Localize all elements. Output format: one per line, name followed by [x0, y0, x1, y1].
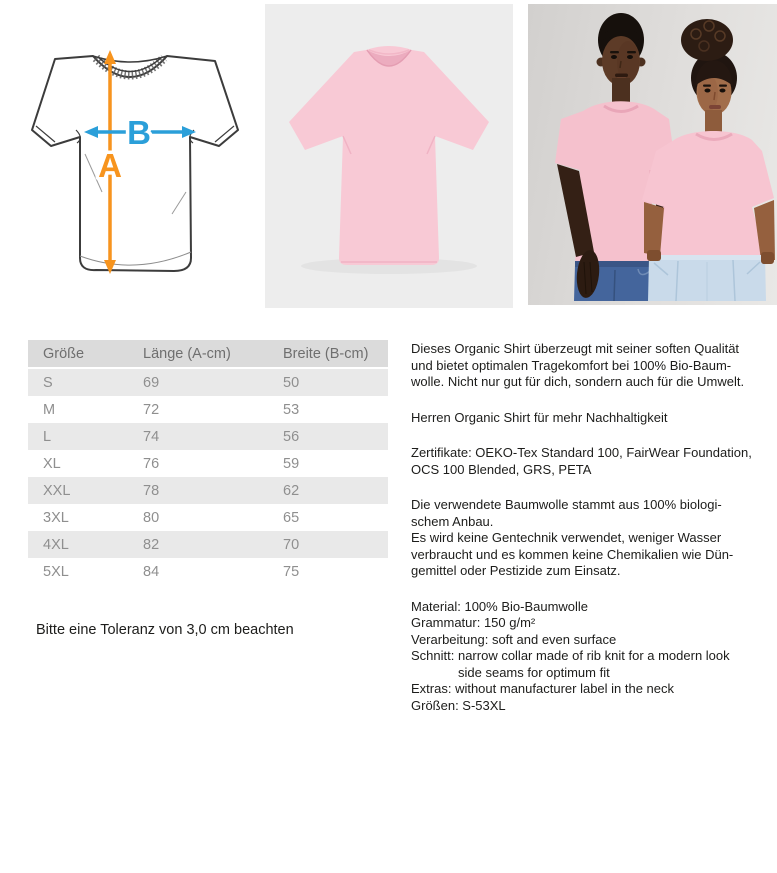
label-a: A [98, 147, 122, 184]
cell-length: 78 [143, 482, 160, 499]
table-row [28, 368, 388, 396]
cell-width: 50 [283, 374, 300, 391]
description-line: Größen: S-53XL [411, 697, 506, 713]
description-line: side seams for optimum fit [458, 664, 610, 680]
col-header-groesse: Größe [28, 340, 128, 368]
cell-length: 74 [143, 428, 160, 445]
description-line [411, 580, 777, 599]
product-photo-flat[interactable] [265, 4, 513, 308]
col-header-breite: Breite (B-cm) [268, 340, 388, 368]
table-row [28, 396, 388, 423]
cell-length: 76 [143, 455, 160, 472]
cell-width: 65 [283, 509, 300, 526]
table-row [28, 531, 388, 558]
tolerance-note: Bitte eine Toleranz von 3,0 cm beachten [36, 622, 294, 638]
description-line: Material: 100% Bio-Baumwolle [411, 598, 589, 614]
description-line [411, 478, 777, 497]
cell-size: L [43, 428, 52, 445]
description-line: Schnitt: narrow collar made of rib knit for a modern look [411, 648, 730, 663]
cell-length: 80 [143, 509, 160, 526]
description-line: wolle. Nicht nur gut für dich, sondern auch für die Umwelt. [411, 374, 745, 389]
product-description [411, 341, 777, 714]
description-line [411, 426, 777, 445]
cell-length: 69 [143, 374, 160, 391]
cell-size: M [43, 401, 56, 418]
description-line: Dieses Organic Shirt überzeugt mit seiner soften Qualität [411, 341, 740, 356]
description-line: Zertifikate: OEKO-Tex Standard 100, FairWear Foundation, [411, 445, 752, 460]
cell-length: 84 [143, 563, 160, 580]
description-line: Es wird keine Gentechnik verwendet, weniger Wasser [411, 530, 722, 545]
col-header-laenge: Länge (A-cm) [128, 340, 268, 368]
table-row [28, 558, 388, 585]
description-line: Die verwendete Baumwolle stammt aus 100% biologi- [411, 497, 722, 512]
cell-size: XXL [43, 482, 71, 499]
size-diagram-image[interactable] [0, 4, 260, 308]
size-table [28, 340, 388, 585]
cell-length: 82 [143, 536, 160, 553]
cell-width: 62 [283, 482, 300, 499]
table-row [28, 477, 388, 504]
models-wearing-pink-shirts-image [528, 4, 777, 305]
description-line: Verarbeitung: soft and even surface [411, 631, 617, 647]
cell-size: 5XL [43, 563, 69, 580]
description-line: verbraucht und es kommen keine Chemikalien wie Dün- [411, 546, 734, 562]
cell-length: 72 [143, 401, 160, 418]
female-model [642, 19, 775, 301]
cell-size: 4XL [43, 536, 69, 553]
description-line: Extras: without manufacturer label in the neck [411, 681, 675, 696]
cell-width: 53 [283, 401, 300, 418]
table-row [28, 423, 388, 450]
description-line: gemittel oder Pestizide zum Einsatz. [411, 563, 621, 578]
cell-size: XL [43, 455, 61, 472]
product-photo-models[interactable] [528, 4, 777, 305]
cell-size: 3XL [43, 509, 69, 526]
table-row [28, 450, 388, 477]
cell-width: 75 [283, 563, 300, 580]
description-line: schem Anbau. [411, 513, 494, 529]
cell-width: 56 [283, 428, 300, 445]
description-line [411, 391, 777, 410]
pink-tshirt-flat-image [265, 4, 513, 308]
description-line: Grammatur: 150 g/m² [411, 615, 536, 630]
description-line: und bietet optimalen Tragekomfort bei 100% Bio-Baum- [411, 357, 732, 373]
description-line: Herren Organic Shirt für mehr Nachhaltigkeit [411, 409, 668, 425]
description-line: OCS 100 Blended, GRS, PETA [411, 461, 592, 477]
table-row [28, 504, 388, 531]
tshirt-measurement-diagram [22, 42, 248, 280]
cell-width: 59 [283, 455, 300, 472]
cell-size: S [43, 374, 53, 391]
cell-width: 70 [283, 536, 300, 553]
size-table-header-row [28, 340, 388, 368]
label-b: B [127, 114, 151, 151]
